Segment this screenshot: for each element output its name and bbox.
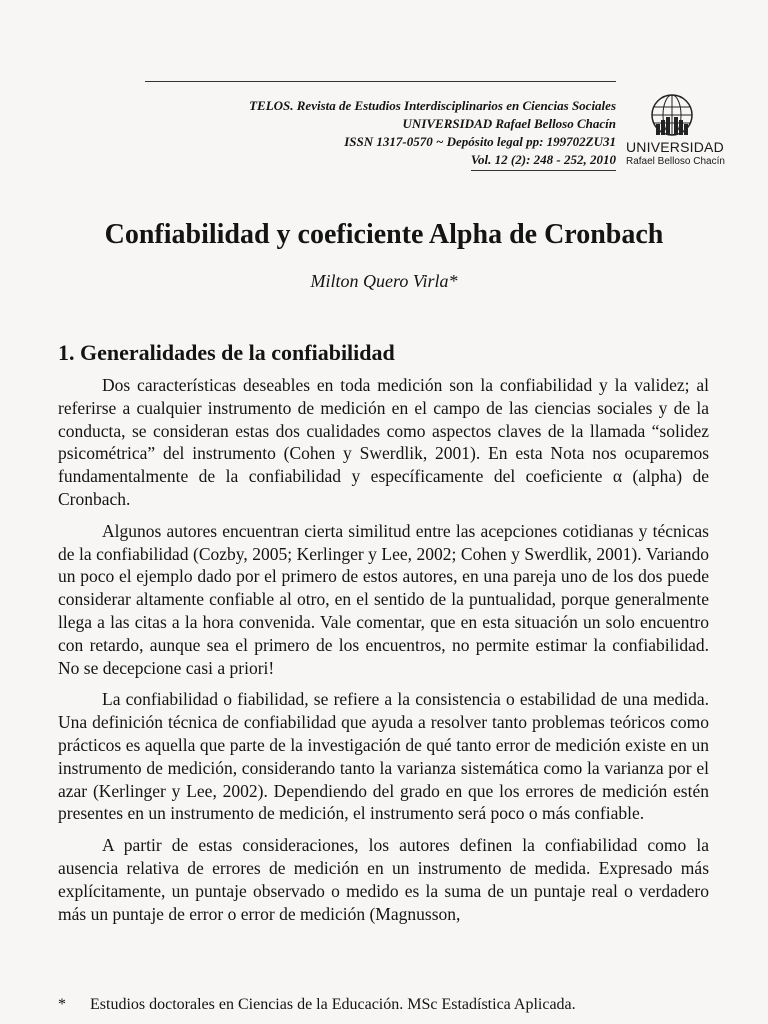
journal-header <box>249 97 616 171</box>
header-rule <box>145 81 616 82</box>
journal-volume: Vol. 12 (2): 248 - 252, 2010 <box>471 151 616 171</box>
logo-university-name: UNIVERSIDAD <box>626 139 724 155</box>
article-body <box>58 374 709 934</box>
logo-university-sub: Rafael Belloso Chacín <box>626 156 725 167</box>
university-logo <box>622 93 762 171</box>
journal-university: UNIVERSIDAD Rafael Belloso Chacín <box>402 116 616 131</box>
globe-logo-icon <box>648 93 696 141</box>
footnote-mark: * <box>58 996 66 1013</box>
paragraph: Dos características deseables en toda medición son la confiabilidad y la validez; al referirse a cualquier instrumento de medición en el campo de las ciencias sociales y de la conducta, se consideran estas dos cualidades como aspectos claves de la llamada “solidez psicométrica” del instrumento (Cohen y Swerdlik, 2001). En esta Nota nos ocuparemos fundamentalmente de la confiabilidad y específicamente del coeficiente α (alpha) de Cronbach. <box>58 375 709 509</box>
article-title: Confiabilidad y coeficiente Alpha de Cronbach <box>104 219 664 250</box>
journal-issn: ISSN 1317-0570 ~ Depósito legal pp: 199702ZU31 <box>344 134 616 149</box>
paragraph: La confiabilidad o fiabilidad, se refiere a la consistencia o estabilidad de una medida. Una definición técnica de confiabilidad que ayuda a resolver tanto problemas teóricos como prácticos es aquella que parte de la investigación de qué tanto error de medición existe en un instrumento de medición, considerando tanto la varianza sistemática como la varianza por el azar (Kerlinger y Lee, 2002). Dependiendo del grado en que los errores de medición estén presentes en un instrumento de medición, el instrumento será poco o más confiable. <box>58 689 709 824</box>
section-heading: 1. Generalidades de la confiabilidad <box>58 340 395 365</box>
paragraph: A partir de estas consideraciones, los autores definen la confiabilidad como la ausencia relativa de errores de medición en un instrumento de medida. Expresado más explícitamente, un puntaje observado o medido es la suma de un puntaje real o verdadero más un puntaje de error o error de medición (Magnusson, <box>58 835 709 924</box>
journal-title: TELOS. Revista de Estudios Interdisciplinarios en Ciencias Sociales <box>249 98 616 113</box>
paragraph: Algunos autores encuentran cierta similitud entre las acepciones cotidianas y técnicas de la confiabilidad (Cozby, 2005; Kerlinger y Lee, 2002; Cohen y Swerdlik, 2001). Variando un poco el ejemplo dado por el primero de estos autores, en una pareja uno de los dos puede considerar altamente confiable al otro, en el sentido de la puntualidad, porque generalmente llega a las citas a la hora convenida. Vale comentar, que en esta situación un solo encuentro con retardo, aunque sea el primero de los encuentros, no permite estimar la confiabilidad. No se decepcione casi a priori! <box>58 520 709 678</box>
footnote-text: Estudios doctorales en Ciencias de la Educación. MSc Estadística Aplicada. <box>90 996 576 1013</box>
article-author: Milton Quero Virla* <box>310 271 458 291</box>
